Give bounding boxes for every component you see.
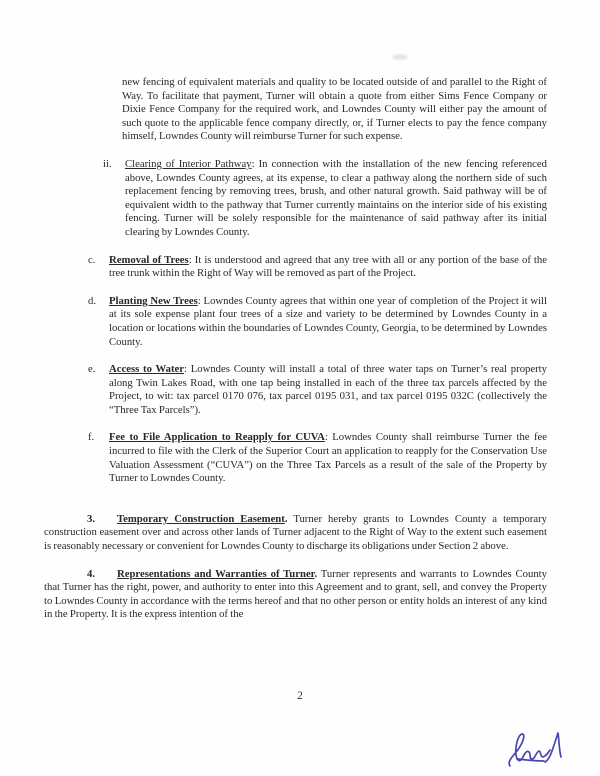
signature-initials-ink — [498, 726, 576, 772]
item-body-text: Lowndes County will install a total of three water taps on Turner’s real property along Twin Lakes Road, with one tap being installed in each of the three tax parcels affected by the Project, to wit: tax parcel 0170 076, tax parcel 0195 031, and tax parcel 0195 032C (collectively the “Three Tax Parcels”). — [109, 363, 547, 416]
list-item-text — [125, 158, 547, 240]
list-marker: e. — [88, 363, 96, 376]
list-marker: f. — [88, 431, 95, 444]
section-4-representations-and-warranties — [44, 568, 547, 622]
heading-separator: : — [251, 157, 255, 170]
item-body-text: In connection with the installation of the new fencing referenced above, Lowndes County agrees, at its expense, to clear a pathway along the northern side of such replacement fencing by removing trees, brush, and other natural growth. Said pathway will be of equivalent width to the pathway that Turner currently maintains on the interior side of his existing fencing. Turner will be solely responsible for the maintenance of said pathway after its initial clearing by Lowndes County. — [125, 157, 547, 238]
item-heading: Fee to File Application to Reapply for CUVA — [109, 431, 325, 444]
list-item-text — [109, 295, 547, 349]
list-marker: c. — [88, 253, 96, 266]
section-number: 4. — [87, 567, 96, 580]
item-heading: Removal of Trees — [109, 253, 189, 266]
item-body-text: Lowndes County shall reimburse Turner the fee incurred to file with the Clerk of the Superior Court an application to reapply for the Conservation Use Valuation Assessment (“CUVA”) on the Three Tax Parcels as a result of the sale of the Property by Turner to Lowndes County. — [109, 431, 548, 485]
heading-separator: : — [324, 431, 328, 444]
section-heading: Representations and Warranties of Turner — [117, 567, 315, 580]
list-item-letter-c — [88, 254, 547, 281]
page-number: 2 — [297, 690, 303, 702]
item-heading: Planting New Trees — [109, 294, 198, 307]
section-number: 3. — [87, 512, 96, 525]
section-3-temporary-construction-easement — [44, 513, 547, 554]
list-item-text — [109, 254, 547, 281]
item-body-text: Lowndes County agrees that within one year of completion of the Project it will at its sole expense plant four trees of a size and variety to be determined by Lowndes County in a location or locations within the boundaries of Lowndes County, Georgia, to be determined by Lowndes County. — [109, 294, 547, 348]
item-heading: Clearing of Interior Pathway — [125, 157, 252, 170]
heading-separator: : — [188, 253, 192, 266]
paragraph-fencing-continuation: new fencing of equivalent materials and quality to be located outside of and parallel to the Right of Way. To facilitate that payment, Turner will obtain a quote from either Sims Fence Company or Dixie Fence Company for the required work, and Lowndes County will either pay the amount of such quote to the applicable fence company directly, or, if Turner elects to pay the fence company himself, Lowndes County will reimburse Turner for such expense. — [122, 76, 547, 143]
list-item-letter-e — [88, 363, 547, 417]
heading-separator: : — [197, 294, 201, 307]
item-heading: Access to Water — [109, 363, 184, 376]
section-body-text: Turner represents and warrants to Lowndes County that Turner has the right, power, and authority to enter into this Agreement and to grant, sell, and convey the Property to Lowndes County in accordance with the terms hereof and that no other person or entity holds an interest of any kind in the Property. It is the express intention of the — [44, 567, 547, 621]
list-item-letter-f — [88, 431, 547, 485]
list-marker: d. — [88, 294, 97, 307]
section-heading: Temporary Construction Easement — [117, 512, 285, 525]
list-item-letter-d — [88, 295, 547, 349]
list-item-roman-ii — [103, 158, 547, 240]
section-body-text: Turner hereby grants to Lowndes County a temporary construction easement over and across other lands of Turner adjacent to the Right of Way to the extent such easement is reasonably necessary or convenient for Lowndes County to discharge its obligations under Section 2 above. — [44, 512, 547, 553]
list-item-text — [109, 363, 547, 417]
list-marker: ii. — [103, 157, 112, 170]
heading-separator: . — [284, 512, 288, 525]
heading-separator: . — [314, 567, 318, 580]
heading-separator: : — [184, 363, 187, 376]
item-body-text: It is understood and agreed that any tree with all or any portion of the base of the tree trunk within the Right of Way will be removed as part of the Project. — [109, 253, 547, 280]
list-item-text — [109, 431, 547, 485]
